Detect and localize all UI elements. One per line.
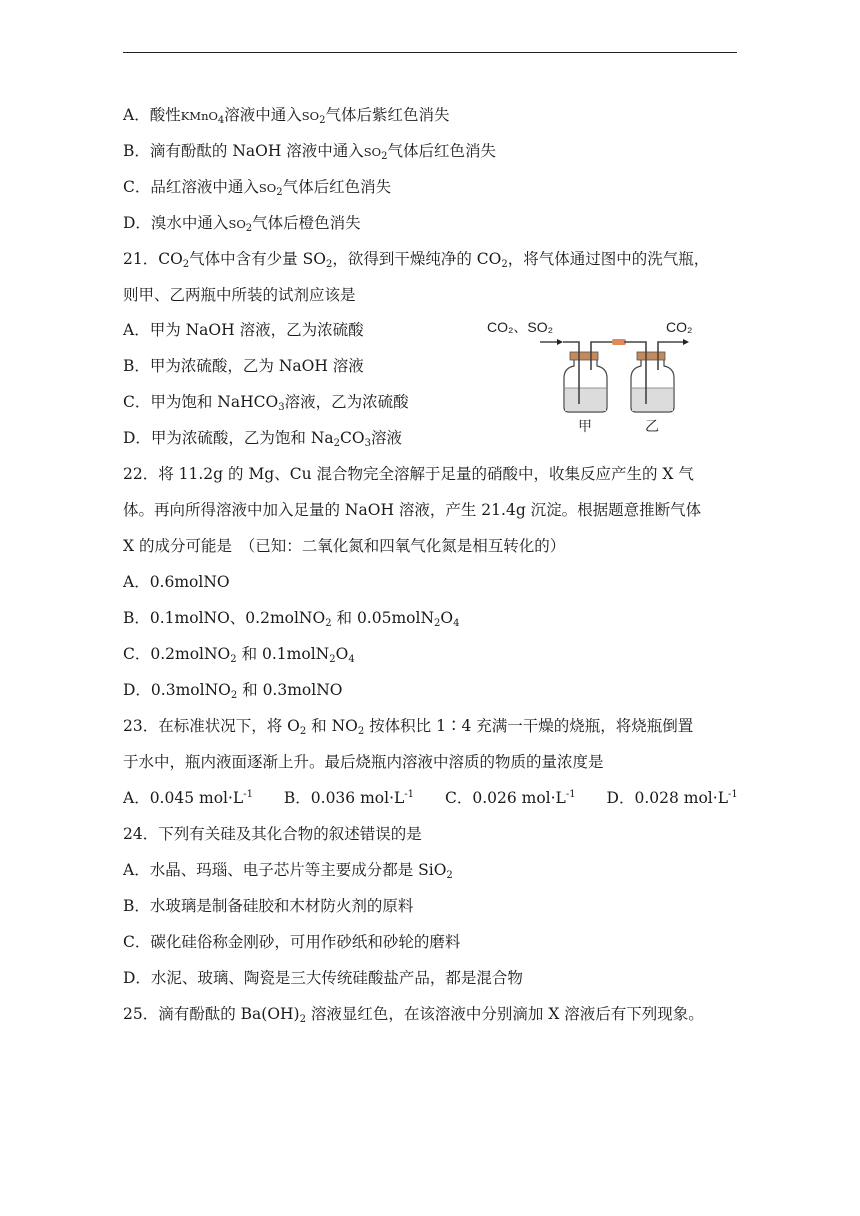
q23-option-b: B．0.036 $mol\cdot L^{-1}$ [283, 789, 415, 807]
q23-stem-line2: 于水中，瓶内液面逐渐上升。最后烧瓶内溶液中溶质的物质的量浓度是 [123, 753, 604, 771]
q21-stem-line2: 则甲、乙两瓶中所装的试剂应该是 [123, 286, 356, 304]
q20-option-d: D．溴水中通入$SO_2$气体后橙色消失 [123, 214, 361, 234]
q22-stem-line2: 体。再向所得溶液中加入足量的 NaOH 溶液，产生 21.4g 沉淀。根据题意推断气体 [123, 501, 702, 519]
bottle-yi-label: 乙 [645, 418, 659, 434]
q24-option-c: C．碳化硅俗称金刚砂，可用作砂纸和砂轮的磨料 [123, 933, 461, 951]
q22-option-b: B．0.1molNO、0.2molNO$_2$ 和 $0.05molN_2O_4$ [123, 609, 460, 629]
q23-option-c: C．0.026 $mol\cdot L^{-1}$ [444, 789, 576, 807]
q22-stem-line3: X 的成分可能是 （已知：二氧化氮和四氧气化氮是相互转化的） [123, 537, 566, 555]
q22-option-d: D．0.3molNO$_2$ 和 0.3molNO [123, 681, 343, 701]
q20-option-a: A．酸性KMnO$_4$溶液中通入$SO_2$气体后紫红色消失 [123, 106, 450, 126]
q23-options [123, 788, 738, 808]
q24-option-a: A．水晶、玛瑙、电子芯片等主要成分都是 SiO$_2$ [123, 861, 453, 881]
bottle-jia [563, 342, 614, 412]
q21-option-a: A．甲为 NaOH 溶液，乙为浓硫酸 [123, 321, 364, 339]
q23-option-d: D．0.028 $mol\cdot L^{-1}$ [606, 789, 738, 807]
q21-option-c: C．甲为饱和 NaHCO$_3$溶液，乙为浓硫酸 [123, 393, 409, 413]
q22-option-c: C．0.2molNO$_2$ 和 $0.1molN_2O_4$ [123, 645, 355, 665]
q22-stem-line1: 22．将 11.2g 的 Mg、Cu 混合物完全溶解于足量的硝酸中，收集反应产生的 X 气 [123, 465, 694, 483]
bottle-jia-label: 甲 [578, 418, 592, 434]
header-rule [123, 52, 737, 53]
q22-option-a: A．0.6molNO [123, 573, 230, 591]
q24-stem: 24．下列有关硅及其化合物的叙述错误的是 [123, 825, 422, 843]
outlet-arrow [666, 339, 689, 345]
inlet-gas-label: CO₂、SO₂ [487, 319, 554, 335]
bottle-yi [624, 342, 674, 412]
outlet-gas-label: CO₂ [666, 319, 693, 335]
q20-option-c: C．品红溶液中通入$SO_2$气体后红色消失 [123, 178, 392, 198]
q23-stem-line1: 23．在标准状况下，将 $O_2$ 和 $NO_2$ 按体积比 1∶4 充满一干燥的烧瓶，将烧瓶倒置 [123, 717, 694, 737]
q21-option-d: D．甲为浓硫酸，乙为饱和 $Na_2CO_3$溶液 [123, 429, 403, 449]
rubber-connector [612, 339, 626, 345]
q21-stem-line1: 21．$CO_2$气体中含有少量 $SO_2$，欲得到干燥纯净的 $CO_2$，将气体通过图中的洗气瓶， [123, 250, 710, 270]
q23-option-a: A．0.045 $mol\cdot L^{-1}$ [123, 789, 253, 807]
q24-option-b: B．水玻璃是制备硅胶和木材防火剂的原料 [123, 897, 414, 915]
q21-option-b: B．甲为浓硫酸，乙为 NaOH 溶液 [123, 357, 364, 375]
q20-option-b: B．滴有酚酞的 NaOH 溶液中通入$SO_2$气体后红色消失 [123, 142, 496, 162]
inlet-arrow [540, 339, 563, 345]
q25-stem: 25．滴有酚酞的 $Ba(OH)_2$ 溶液显红色，在该溶液中分别滴加 X 溶液后有下列现象。 [123, 1005, 704, 1025]
q24-option-d: D．水泥、玻璃、陶瓷是三大传统硅酸盐产品，都是混合物 [123, 969, 523, 987]
gas-washing-bottles-diagram [482, 312, 702, 437]
